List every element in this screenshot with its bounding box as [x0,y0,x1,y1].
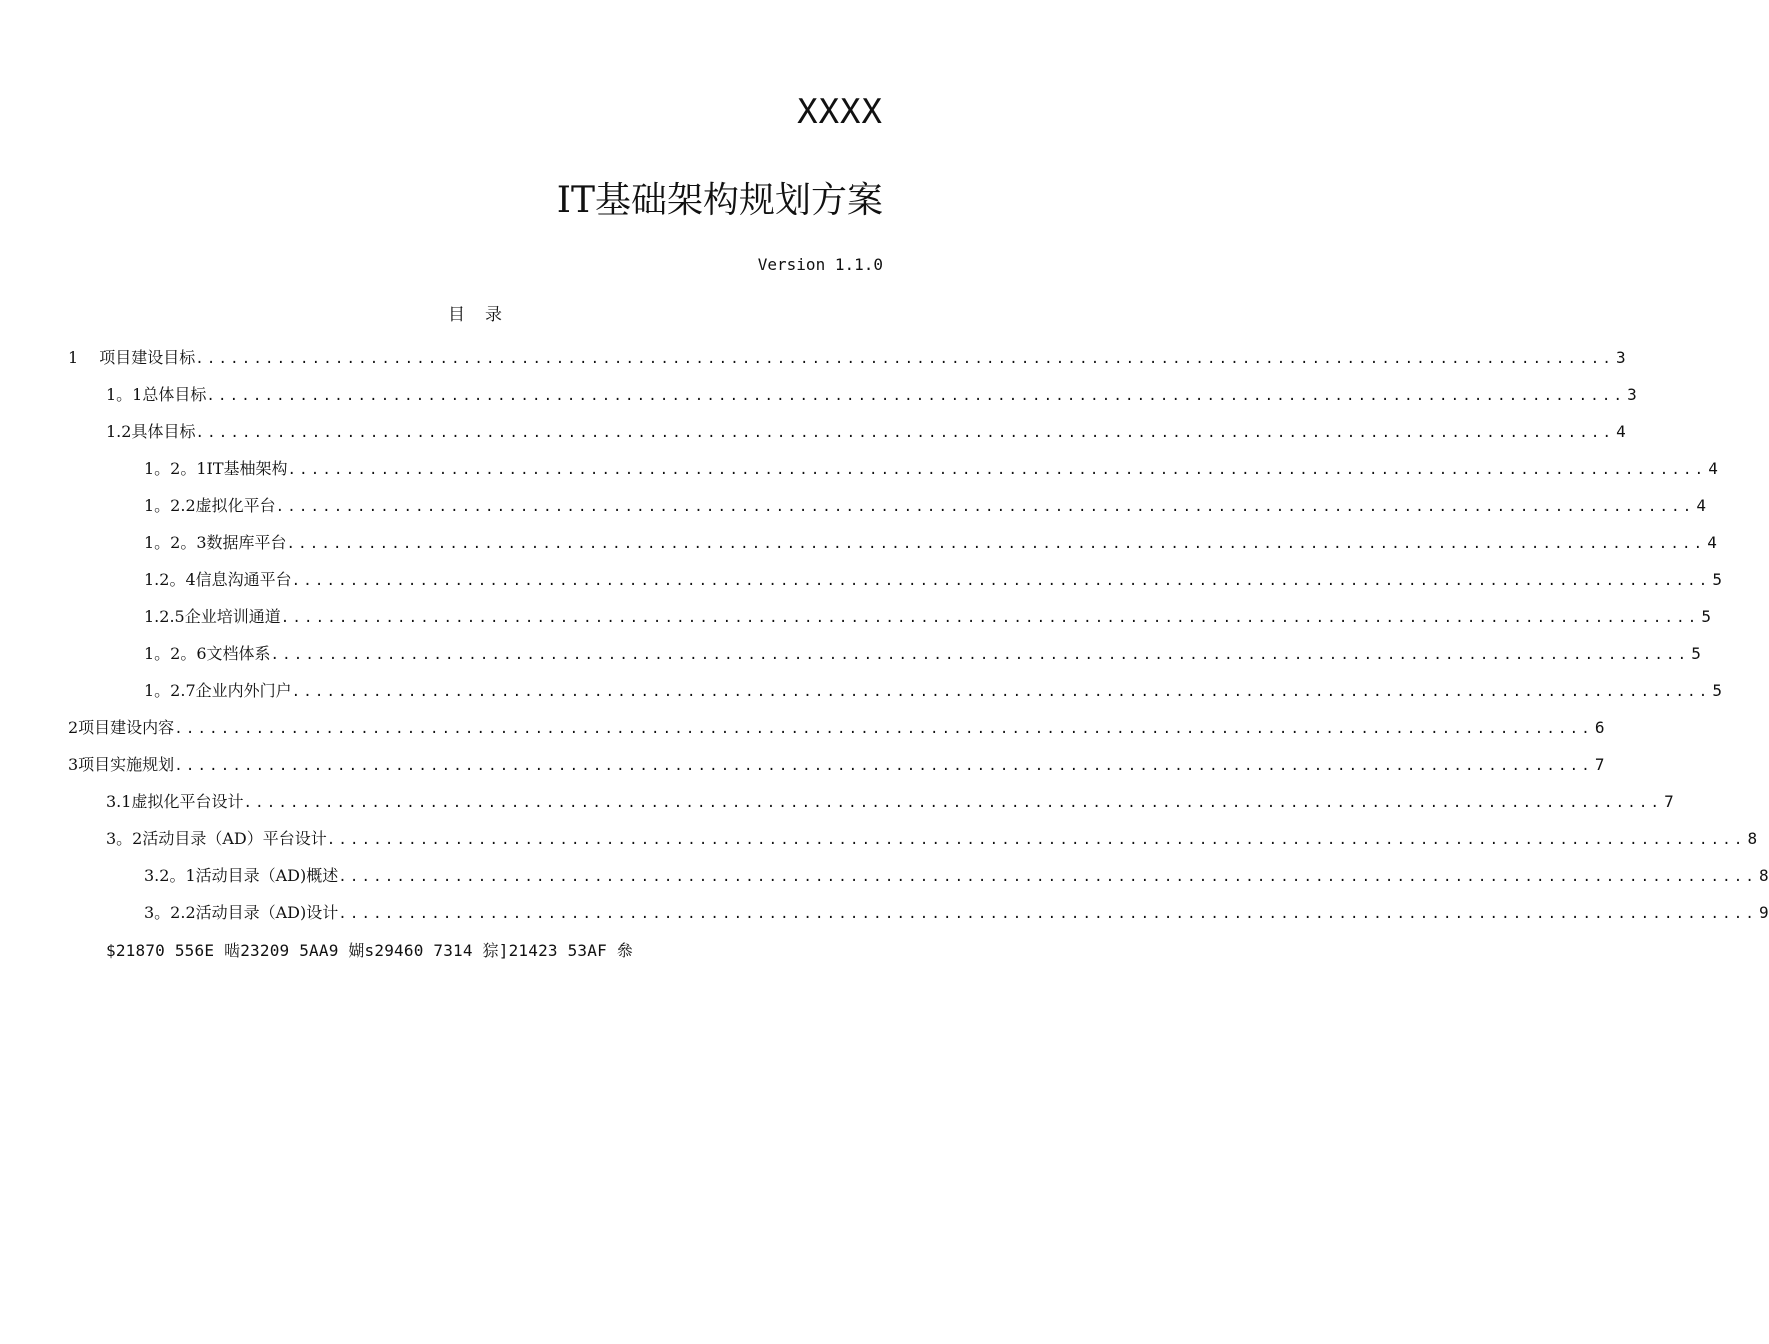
toc-leader-dots: .......................................................................................................................... [291,684,1711,700]
toc-entry-text: 1。2。1IT基柚架构 [144,459,288,478]
toc-leader-dots: .......................................................................................................................... [275,499,1695,515]
toc-page-number: 7 [1594,755,1605,774]
toc-entry-text: 3项目实施规划 [68,755,175,774]
toc-entry[interactable] [68,568,1722,605]
toc-page-number: 9 [1758,903,1769,922]
toc-entry-text: 1。2.7企业内外门户 [144,681,292,700]
toc-leader-dots: .......................................................................................................................... [326,832,1746,848]
toc-entry[interactable] [68,420,1626,457]
document-version: Version 1.1.0 [757,255,883,274]
toc-entry-text: 1 项目建设目标 [68,348,196,367]
toc-entry-text: 1。2。3数据库平台 [144,533,287,552]
toc-entry[interactable] [68,790,1674,827]
toc-leader-dots: .......................................................................................................................... [243,795,1663,811]
toc-page-number: 4 [1708,459,1718,478]
toc-page-number: 5 [1712,681,1722,700]
toc-entry[interactable] [68,605,1712,642]
toc-page-number: 3 [1627,385,1637,404]
toc-entry-text: 3.1虚拟化平台设计 [106,792,244,811]
toc-page-number: 5 [1712,570,1722,589]
toc-leader-dots: .......................................................................................................................... [174,758,1593,774]
toc-heading: 目录 [448,305,522,325]
toc-entry[interactable] [68,531,1717,568]
toc-leader-dots: .......................................................................................................................... [206,388,1626,404]
toc-leader-dots: .......................................................................................................................... [195,425,1615,441]
toc-page-number: 5 [1691,644,1701,663]
toc-leader-dots: .......................................................................................................................... [270,647,1690,663]
toc-entry[interactable] [68,457,1718,494]
toc-entry-text: 1。2。6文档体系 [144,644,271,663]
toc-entry[interactable] [68,864,1769,901]
toc-leader-dots: .......................................................................................................................... [174,721,1593,737]
document-title: XXXX [797,92,883,132]
toc-entry[interactable] [68,494,1706,531]
toc-entry[interactable] [68,716,1605,753]
toc-entry[interactable] [68,901,1769,938]
toc-entry-text: 3.2。1活动目录（AD)概述 [144,866,339,885]
toc-entry-text: 1.2。4信息沟通平台 [144,570,292,589]
toc-leader-dots: .......................................................................................................................... [286,536,1706,552]
toc-leader-dots: .......................................................................................................................... [291,573,1711,589]
encoded-text-line: $21870 556E 啮23209 5AA9 媩s29460 7314 猔]21423 53AF 叅 [106,941,633,960]
toc-page-number: 3 [1615,348,1626,367]
toc-page-number: 4 [1707,533,1717,552]
toc-page-number: 8 [1758,866,1769,885]
toc-entry[interactable] [68,346,1626,383]
toc-entry[interactable] [68,383,1637,420]
toc-entry-text: 1.2.5企业培训通道 [144,607,281,626]
toc-page-number: 5 [1701,607,1712,626]
toc-entry-text: 1。2.2虚拟化平台 [144,496,276,515]
toc-page-number: 6 [1594,718,1605,737]
toc-page-number: 4 [1696,496,1706,515]
toc-leader-dots: .......................................................................................................................... [338,869,1757,885]
toc-leader-dots: .......................................................................................................................... [195,351,1614,367]
toc-entry[interactable] [68,679,1722,716]
toc-entry[interactable] [68,827,1758,864]
toc-page-number: 8 [1747,829,1758,848]
document-subtitle: IT基础架构规划方案 [556,180,883,221]
toc-entry-text: 3。2活动目录（AD）平台设计 [106,829,327,848]
toc-entry-text: 2项目建设内容 [68,718,175,737]
toc-leader-dots: .......................................................................................................................... [280,610,1700,626]
toc-page-number: 4 [1616,422,1626,441]
toc-entry[interactable] [68,753,1605,790]
table-of-contents [68,346,1769,938]
toc-entry-text: 1.2具体目标 [106,422,196,441]
toc-page-number: 7 [1664,792,1674,811]
toc-leader-dots: .......................................................................................................................... [287,462,1707,478]
toc-leader-dots: .......................................................................................................................... [338,906,1757,922]
toc-entry-text: 1。1总体目标 [106,385,207,404]
toc-entry[interactable] [68,642,1701,679]
toc-entry-text: 3。2.2活动目录（AD)设计 [144,903,339,922]
